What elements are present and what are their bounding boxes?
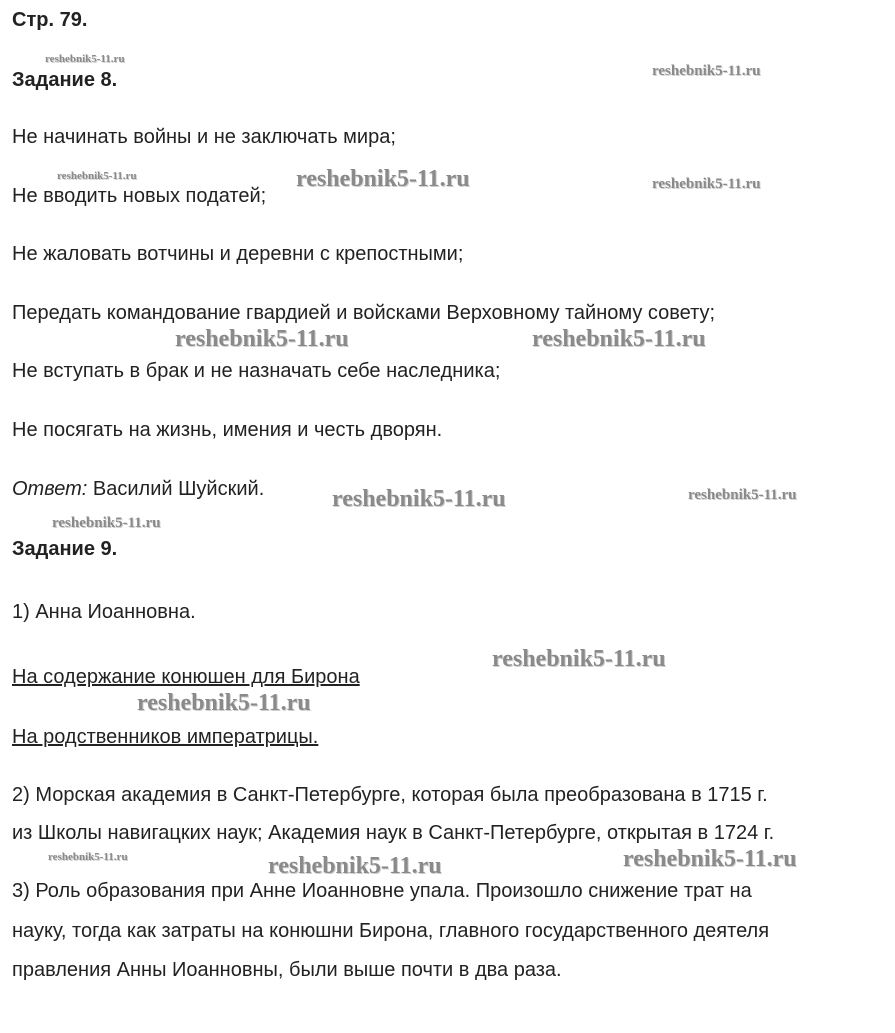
watermark: reshebnik5-11.ru (623, 846, 797, 872)
watermark: reshebnik5-11.ru (52, 515, 161, 531)
task9-underlined-line: На содержание конюшен для Бирона (12, 666, 360, 688)
task8-item: Не вступать в брак и не назначать себе наследника; (12, 360, 501, 382)
watermark: reshebnik5-11.ru (137, 690, 311, 716)
task9-q3-line: науку, тогда как затраты на конюшни Бирона, главного государственного деятеля (12, 920, 770, 942)
task8-item: Не посягать на жизнь, имения и честь дворян. (12, 419, 443, 441)
task9-q3-line: 3) Роль образования при Анне Иоанновне упала. Произошло снижение трат на (12, 880, 752, 902)
page-label: Стр. 79. (12, 9, 88, 31)
watermark: reshebnik5-11.ru (532, 326, 706, 352)
task8-item: Не жаловать вотчины и деревни с крепостными; (12, 243, 464, 265)
redacted-block (103, 6, 185, 32)
watermark: reshebnik5-11.ru (492, 646, 666, 672)
answer-text: Василий Шуйский. (87, 478, 265, 500)
watermark: reshebnik5-11.ru (45, 53, 125, 65)
watermark: reshebnik5-11.ru (652, 63, 761, 79)
watermark: reshebnik5-11.ru (652, 176, 761, 192)
task8-title: Задание 8. (12, 69, 118, 91)
watermark: reshebnik5-11.ru (688, 487, 797, 503)
task9-q2-line: из Школы навигацких наук; Академия наук в Санкт-Петербурге, открытая в 1724 г. (12, 822, 775, 844)
task9-q3-line: правления Анны Иоанновны, были выше почти в два раза. (12, 959, 562, 981)
task8-answer (12, 477, 264, 501)
watermark: reshebnik5-11.ru (268, 853, 442, 879)
watermark: reshebnik5-11.ru (48, 851, 128, 863)
watermark: reshebnik5-11.ru (57, 170, 137, 182)
task8-item: Не вводить новых податей; (12, 185, 267, 207)
task8-item: Передать командование гвардией и войсками Верховному тайному совету; (12, 302, 716, 324)
watermark: reshebnik5-11.ru (296, 166, 470, 192)
task8-item: Не начинать войны и не заключать мира; (12, 126, 396, 148)
task9-q1: 1) Анна Иоанновна. (12, 601, 196, 623)
answer-label: Ответ: (12, 478, 88, 500)
task9-underlined-line: На родственников императрицы. (12, 726, 319, 748)
watermark: reshebnik5-11.ru (175, 326, 349, 352)
task9-q2-line: 2) Морская академия в Санкт-Петербурге, которая была преобразована в 1715 г. (12, 784, 768, 806)
task9-title: Задание 9. (12, 538, 118, 560)
watermark: reshebnik5-11.ru (332, 486, 506, 512)
